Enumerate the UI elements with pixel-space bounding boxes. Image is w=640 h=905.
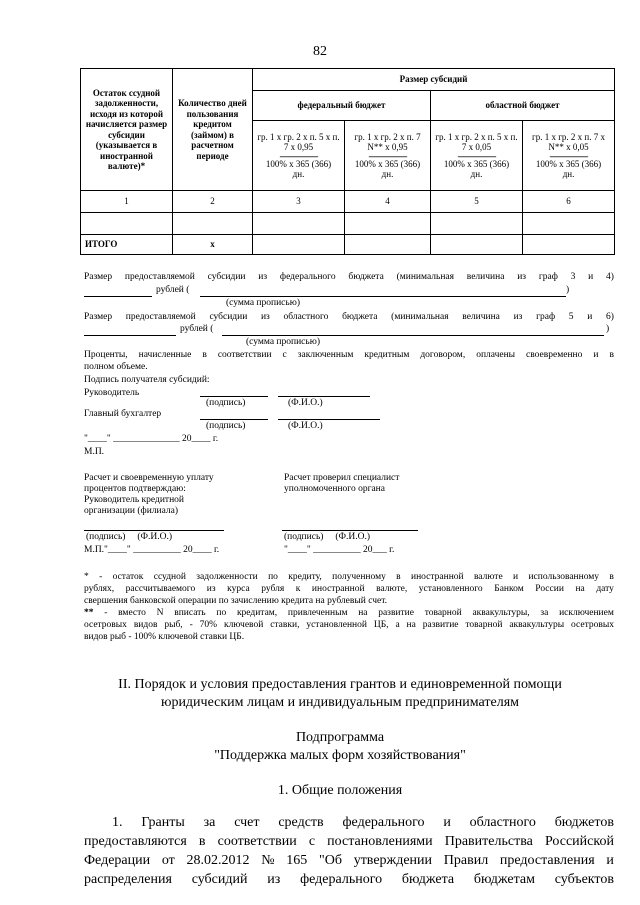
formula-cell: гр. 1 х гр. 2 х п. 5 х п. 7 х 0,05 ------------------- 100% х 365 (366) дн. — [431, 121, 523, 191]
footnote-1: * - остаток ссудной задолженности по кредиту, полученному в иностранной валюте и использованному в — [84, 572, 614, 582]
empty-cell — [253, 213, 345, 235]
paragraph-line-1: 1. Гранты за счет средств федерального и областного бюджетов — [112, 815, 614, 830]
paragraph-line-3: Федерации от 28.02.2012 № 165 "Об утверждении Правил предоставления и — [84, 853, 614, 868]
right-signature-caption: (подпись) (Ф.И.О.) — [284, 532, 370, 542]
subsidy-table — [80, 68, 615, 255]
federal-subsidy-line: Размер предоставляемой субсидии из федерального бюджета (минимальная величина из граф 3 и 4) — [84, 272, 614, 282]
date-line: "____" ______________ 20____ г. — [84, 434, 219, 444]
signature-line — [282, 530, 418, 531]
signature-line — [200, 419, 268, 420]
footnote-1-line-2: рублях, рассчитываемого из курса рубля к иностранной валюте, установленного Банком России на дату — [84, 584, 614, 594]
interest-line-2: полном объеме. — [84, 362, 148, 372]
signature-caption: (подпись) — [206, 421, 246, 431]
fio-line — [278, 396, 370, 397]
col2-header: Количество дней пользования кредитом (займом) в расчетном периоде — [173, 69, 253, 191]
fill-line — [222, 335, 604, 336]
empty-cell — [81, 213, 173, 235]
total-col2: х — [173, 235, 253, 255]
stamp-label: М.П. — [84, 447, 105, 457]
footnote-2-line-2: осетровых видов рыб, - 70% ключевой ставки, установленной ЦБ, а на развитие товарной аквакультуры осетровых — [84, 620, 614, 630]
formula-cell: гр. 1 х гр. 2 х п. 7 х N** х 0,05 ------------------- 100% х 365 (366) дн. — [523, 121, 615, 191]
footnote-2-line-3: видов рыб - 100% ключевой ставки ЦБ. — [84, 632, 245, 642]
left-signature-caption: (подпись) (Ф.И.О.) — [86, 532, 172, 542]
page-number: 82 — [313, 44, 327, 59]
empty-cell — [173, 213, 253, 235]
signature-line — [200, 396, 268, 397]
fill-line — [200, 296, 566, 297]
formula-cell: гр. 1 х гр. 2 х п. 7 N** х 0,95 ------------------- 100% х 365 (366) дн. — [345, 121, 431, 191]
left-date-line: М.П."____" __________ 20____ г. — [84, 545, 220, 555]
recipient-signature-label: Подпись получателя субсидий: — [84, 375, 210, 385]
paragraph-line-4: распределения субсидий из федерального бюджета бюджетам субъектов — [84, 872, 614, 887]
chief-accountant-label: Главный бухгалтер — [84, 409, 162, 419]
fio-line — [278, 419, 380, 420]
signature-caption: (подпись) — [206, 398, 246, 408]
empty-cell — [523, 213, 615, 235]
sum-words-label: (сумма прописью) — [246, 337, 320, 347]
formula-cell: гр. 1 х гр. 2 х п. 5 х п. 7 х 0,95 ------------------- 100% х 365 (366) дн. — [253, 121, 345, 191]
right-date-line: "____" __________ 20___ г. — [284, 545, 395, 555]
regional-budget-header: областной бюджет — [431, 91, 615, 121]
section-title-line-2: юридическим лицам и индивидуальным предпринимателям — [160, 695, 520, 710]
regional-subsidy-line: Размер предоставляемой субсидии из областного бюджета (минимальная величина из граф 5 и 6) — [84, 312, 614, 322]
reg-close: ) — [606, 324, 610, 334]
fio-caption: (Ф.И.О.) — [288, 421, 323, 431]
col1-header: Остаток ссудной задолженности, исходя из которой начисляется размер субсидии (указывается в иностранной валюте)* — [81, 69, 173, 191]
footnote-1-line-3: свершения банковской операции по зачислению кредита на рублевый счет. — [84, 596, 388, 606]
signature-line — [84, 530, 224, 531]
fill-line — [84, 335, 176, 336]
col-number: 6 — [523, 191, 615, 213]
paragraph-line-2: предоставляются в соответствии с постановлениями Правительства Российской — [84, 834, 614, 849]
empty-cell — [431, 235, 523, 255]
general-provisions-heading: 1. Общие положения — [277, 783, 403, 798]
sum-words-label: (сумма прописью) — [226, 298, 300, 308]
col-number: 2 — [173, 191, 253, 213]
footnote-2: ** - вместо N вписать по кредитам, привлеченным на развитие товарной аквакультуры, за исключением — [84, 608, 614, 618]
head-label: Руководитель — [84, 388, 140, 398]
fill-line — [84, 296, 152, 297]
fed-rub-label: рублей ( — [156, 285, 190, 295]
col-number: 3 — [253, 191, 345, 213]
fio-caption: (Ф.И.О.) — [288, 398, 323, 408]
col-number: 1 — [81, 191, 173, 213]
subsidy-header: Размер субсидий — [253, 69, 615, 91]
col-number: 4 — [345, 191, 431, 213]
subprogram-label: Подпрограмма — [295, 730, 385, 745]
col-number: 5 — [431, 191, 523, 213]
empty-cell — [345, 235, 431, 255]
specialist-check-block: Расчет проверил специалист уполномоченного органа — [284, 473, 400, 494]
fed-close: ) — [566, 285, 570, 295]
empty-cell — [431, 213, 523, 235]
reg-rub-label: рублей ( — [180, 324, 214, 334]
total-label: ИТОГО — [81, 235, 173, 255]
subprogram-name: "Поддержка малых форм хозяйствования" — [214, 748, 466, 763]
interest-line: Проценты, начисленные в соответствии с заключенным кредитным договором, оплачены своевременно и в — [84, 350, 614, 360]
empty-cell — [253, 235, 345, 255]
federal-budget-header: федеральный бюджет — [253, 91, 431, 121]
section-title: II. Порядок и условия предоставления грантов и единовременной помощи — [118, 677, 562, 692]
empty-cell — [523, 235, 615, 255]
bank-confirmation-block: Расчет и своевременную уплату процентов подтверждаю: Руководитель кредитной организации (филиала) — [84, 473, 214, 516]
empty-cell — [345, 213, 431, 235]
